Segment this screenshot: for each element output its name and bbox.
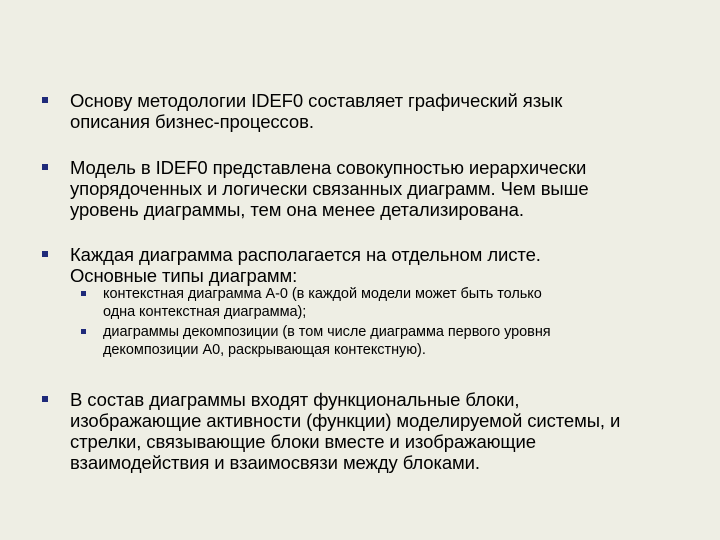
sub-bullet-text: диаграммы декомпозиции (в том числе диаграмма первого уровня декомпозиции А0, раскрывающая контекстную). — [103, 324, 551, 358]
square-bullet-icon — [81, 291, 86, 296]
bullet-text: Модель в IDEF0 представлена совокупностью иерархически упорядоченных и логически связанных диаграмм. Чем выше уровень диаграммы, тем она менее детализирована. — [70, 157, 589, 220]
bullet-text: Каждая диаграмма располагается на отдельном листе. Основные типы диаграмм: — [70, 244, 541, 286]
bullet-text: Основу методологии IDEF0 составляет графический язык описания бизнес-процессов. — [70, 90, 563, 132]
square-bullet-icon — [42, 97, 48, 103]
bullet-text: В состав диаграммы входят функциональные блоки, изображающие активности (функции) моделируемой системы, и стрелки, связывающие блоки вместе и изображающие взаимодействия и взаимосвязи между блоками. — [70, 389, 621, 473]
square-bullet-icon — [42, 251, 48, 257]
square-bullet-icon — [81, 329, 86, 334]
sub-bullet-text: контекстная диаграмма А-0 (в каждой модели может быть только одна контекстная диаграмма); — [103, 286, 542, 320]
square-bullet-icon — [42, 396, 48, 402]
square-bullet-icon — [42, 164, 48, 170]
